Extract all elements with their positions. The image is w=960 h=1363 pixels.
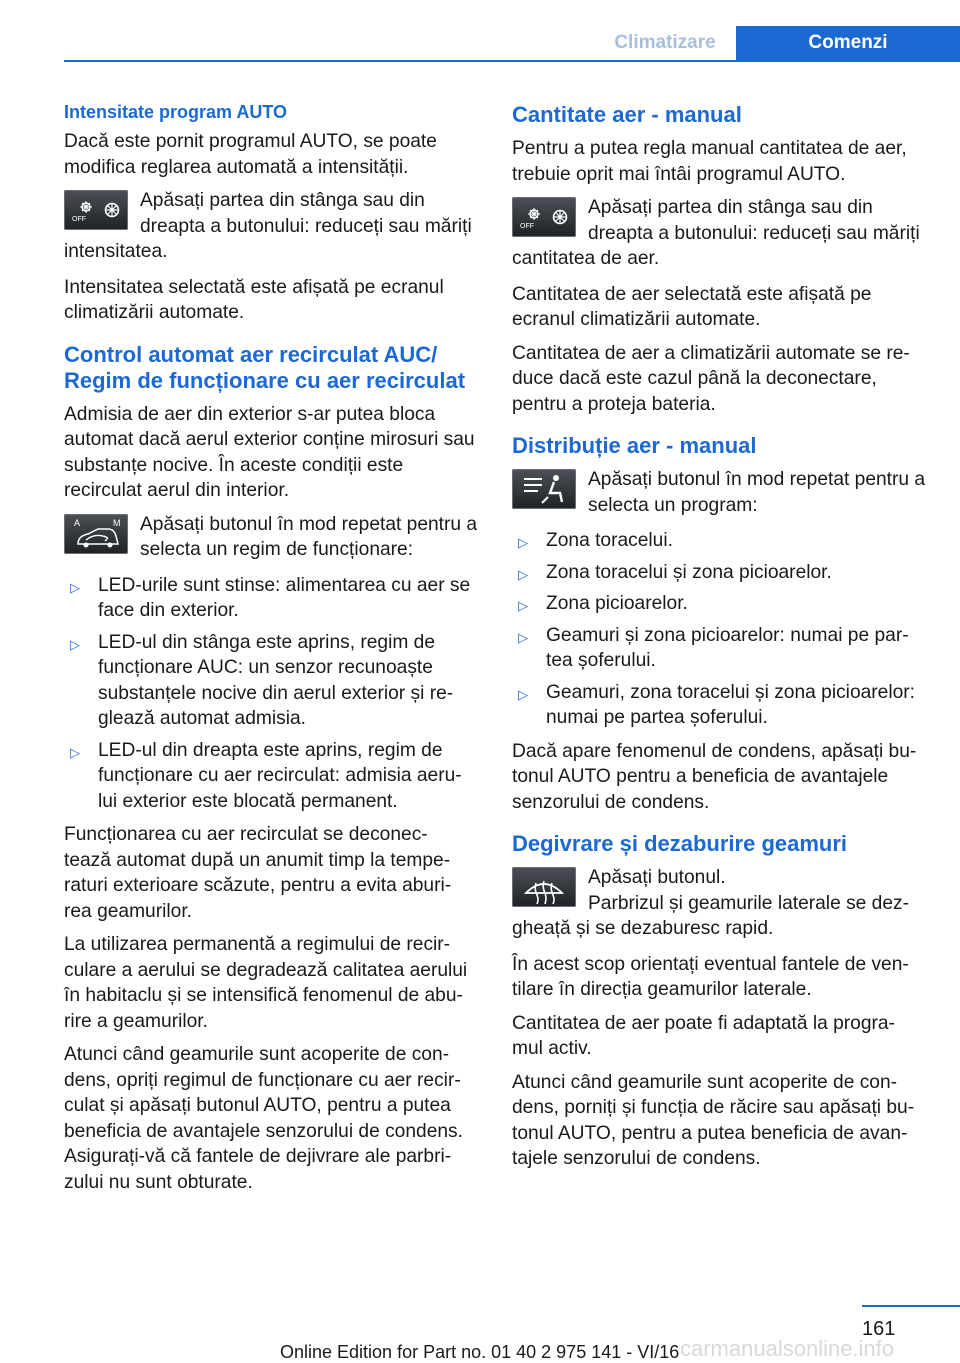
- list-item: [64, 630, 478, 732]
- air-quantity-button-text: Apăsați partea din stânga sau din dreapta a butonului: reduceți sau măriți cantitatea de aer.: [512, 197, 920, 269]
- list-item: [512, 623, 930, 674]
- fan-button-label: OFF: [520, 223, 534, 230]
- bullet-triangle-icon: ▷: [70, 579, 80, 595]
- paragraph: Intensitatea selectată este afișată pe ecranul climatizării automate.: [64, 276, 444, 323]
- list-item: [64, 573, 478, 624]
- air-distribution-icon: [512, 469, 576, 509]
- fan-button-icon: [512, 197, 576, 237]
- list-item: [512, 591, 930, 617]
- air-distribution-list: [512, 528, 930, 731]
- paragraph: Cantitatea de aer a climatizării automate se re- duce dacă este cazul până la deconectare, pentru a proteja bateria.: [512, 342, 910, 415]
- heading-auc-recirculare: Control automat aer recirculat AUC/ Regim de funcționare cu aer recirculat: [64, 341, 466, 393]
- bullet-triangle-icon: ▷: [518, 629, 528, 645]
- list-item-text: LED-ul din stânga este aprins, regim de funcționare AUC: un senzor recunoaște substanțele nocive din aerul exterior și re- glează automat admisia.: [98, 631, 454, 729]
- fan-button-icon: [64, 190, 128, 230]
- edition-line: Online Edition for Part no. 01 40 2 975 141 - VI/16: [280, 1342, 680, 1362]
- header-section-tab[interactable]: Climatizare: [594, 26, 736, 60]
- auc-label: A: [74, 517, 81, 528]
- fan-button-instruction: [64, 188, 478, 265]
- list-item-text: Geamuri și zona picioarelor: numai pe par- tea șoferului.: [546, 624, 909, 671]
- fan-button-text: Apăsați partea din stânga sau din dreapta a butonului: reduceți sau măriți intensitatea.: [64, 190, 472, 262]
- header-rule: [64, 60, 960, 62]
- bullet-triangle-icon: ▷: [70, 744, 80, 760]
- list-item: [64, 738, 478, 815]
- heading-distributie-aer: Distribuție aer - manual: [512, 433, 757, 458]
- footer-rule: [862, 1305, 960, 1307]
- left-column: [64, 100, 478, 1203]
- recirculation-button-text: Apăsați butonul în mod repetat pentru a selecta un regim de funcționare:: [140, 513, 478, 560]
- right-column: [512, 100, 930, 1180]
- defrost-button-text-2: Parbrizul și geamurile laterale se dez- gheață și se dezaburesc rapid.: [512, 892, 909, 939]
- list-item-text: LED-ul din dreapta este aprins, regim de funcționare cu aer recirculat: admisia aeru- lui exterior este blocată permanent.: [98, 739, 462, 812]
- heading-intensitate-auto: Intensitate program AUTO: [64, 102, 288, 122]
- paragraph: Cantitatea de aer poate fi adaptată la progra- mul activ.: [512, 1012, 895, 1059]
- manual-label: M: [113, 517, 121, 528]
- paragraph: Atunci când geamurile sunt acoperite de con- dens, porniți și funcția de răcire sau apăsați bu- tonul AUTO, pentru a putea beneficia de avan- tajele senzorului de condens.: [512, 1071, 915, 1169]
- paragraph: Pentru a putea regla manual cantitatea de aer, trebuie oprit mai întâi programul AUTO.: [512, 138, 907, 185]
- fan-button-label: OFF: [72, 216, 86, 223]
- bullet-triangle-icon: ▷: [518, 686, 528, 702]
- paragraph: Admisia de aer din exterior s-ar putea bloca automat dacă aerul exterior conține mirosuri sau substanțe nocive. În aceste condiții este recirculat aerul din interior.: [64, 403, 475, 501]
- watermark: carmanualsonline.info: [680, 1336, 895, 1361]
- defrost-button-text-1: Apăsați butonul.: [588, 867, 726, 888]
- page-number: 161: [862, 1318, 896, 1340]
- paragraph: La utilizarea permanentă a regimului de recir- culare a aerului se degradează calitatea aerului în habitaclu și se intensifică fenomenul de abu- rire a geamurilor.: [64, 934, 468, 1032]
- paragraph: Atunci când geamurile sunt acoperite de con- dens, opriți regimul de funcționare cu aer recir- culat și apăsați butonul AUTO, pentru a putea beneficia de avantajele senzorului de condens. Asigurați-vă că fantele de dejivrare ale parbri- zului nu sunt obturate.: [64, 1044, 463, 1193]
- paragraph: Cantitatea de aer selectată este afișată pe ecranul climatizării automate.: [512, 283, 872, 330]
- bullet-triangle-icon: ▷: [70, 636, 80, 652]
- air-distribution-button-text: Apăsați butonul în mod repetat pentru a selecta un program:: [588, 469, 926, 516]
- paragraph: În acest scop orientați eventual fantele de ven- tilare în direcția geamurilor laterale.: [512, 953, 909, 1000]
- list-item-text: LED-urile sunt stinse: alimentarea cu aer se face din exterior.: [98, 574, 471, 621]
- list-item-text: Geamuri, zona toracelui și zona picioarelor: numai pe partea șoferului.: [546, 681, 916, 728]
- bullet-triangle-icon: ▷: [518, 566, 528, 582]
- list-item-text: Zona toracelui.: [546, 530, 673, 551]
- air-quantity-button-instruction: [512, 195, 930, 272]
- list-item: [512, 680, 930, 731]
- paragraph: Funcționarea cu aer recirculat se deconec- tează automat după un anumit timp la tempe- raturi exterioare scăzute, pentru a evita aburi- rea geamurilor.: [64, 824, 452, 922]
- recirculation-button-instruction: [64, 512, 478, 563]
- list-item: [512, 528, 930, 554]
- list-item-text: Zona toracelui și zona picioarelor.: [546, 561, 832, 583]
- recirculation-button-icon: [64, 514, 128, 554]
- paragraph: Dacă este pornit programul AUTO, se poate modifica reglarea automată a intensității.: [64, 131, 437, 178]
- heading-degivrare: Degivrare și dezaburire geamuri: [512, 831, 848, 856]
- defrost-button-instruction: [512, 865, 930, 942]
- paragraph: Dacă apare fenomenul de condens, apăsați bu- tonul AUTO pentru a beneficia de avantajele senzorului de condens.: [512, 740, 917, 813]
- bullet-triangle-icon: ▷: [518, 535, 528, 550]
- list-item: [512, 560, 930, 586]
- recirculation-mode-list: [64, 573, 478, 815]
- bullet-triangle-icon: ▷: [518, 598, 528, 613]
- heading-cantitate-aer: Cantitate aer - manual: [512, 102, 742, 127]
- windshield-defrost-icon: [512, 867, 576, 907]
- list-item-text: Zona picioarelor.: [546, 593, 688, 614]
- header-active-tab[interactable]: Comenzi: [736, 26, 960, 60]
- air-distribution-button-instruction: [512, 467, 930, 518]
